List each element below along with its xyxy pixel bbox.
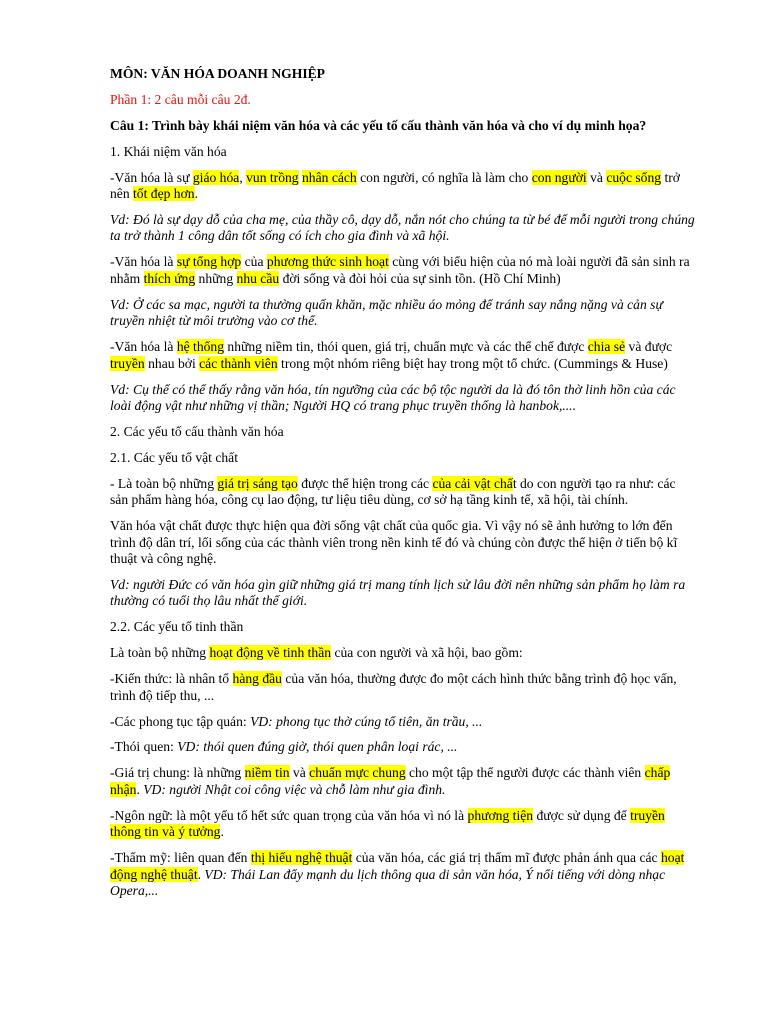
highlight: hoạt động về tinh thần — [209, 645, 332, 661]
text-run: Là toàn bộ những — [110, 645, 210, 661]
text-run: nhau bởi — [144, 355, 200, 371]
paragraph-spiritual-intro — [110, 645, 695, 662]
text-run: cùng với biểu hiện của nó mà loài người đã sản sinh ra nhằm — [110, 254, 690, 286]
example-3: Vd: Cụ thể có thể thấy rằng văn hóa, tín ngưỡng của các bộ tộc người da là đó tôn thờ linh hồn của các loài động vật như những vị thần; Người HQ có trang phục truyền thống là hanbok,.... — [110, 381, 676, 414]
item-shared-values — [110, 765, 695, 798]
text-run: - Là toàn bộ những — [110, 475, 218, 491]
example-inline: VD: Thái Lan đẩy mạnh du lịch thông qua di sản văn hóa, Ý nổi tiếng với dòng nhạc Opera,... — [110, 866, 666, 899]
text-run: -Văn hóa là — [110, 254, 177, 270]
highlight: truyền thông tin và ý tưởng — [110, 807, 665, 840]
text-run: . — [220, 824, 224, 840]
highlight: nhân cách — [302, 169, 357, 185]
text-run: -Thẩm mỹ: liên quan đến — [110, 850, 251, 866]
paragraph-definition-2 — [110, 254, 695, 287]
text-run: t do con người tạo ra như: các sản phẩm hàng hóa, công cụ lao động, tư liệu tiêu dùng, cơ sở hạ tầng kinh tế, xã hội, tài chính. — [110, 475, 676, 508]
highlight: hệ thống — [176, 339, 225, 355]
text-run: -Các phong tục tập quán: — [110, 713, 251, 729]
highlight: phương thức sinh hoạt — [266, 254, 389, 270]
example-4: Vd: người Đức có văn hóa gìn giữ những giá trị mang tính lịch sử lâu đời nên những sản phẩm họ làm ra thường có tuổi thọ lâu nhất thế giới. — [110, 576, 686, 609]
text-run: , — [239, 169, 247, 185]
text-run: -Thói quen: — [110, 739, 178, 755]
highlight: thị hiếu nghệ thuật — [250, 850, 353, 866]
highlight: giá trị sáng tạo — [217, 475, 298, 491]
text-run: -Ngôn ngữ: là một yếu tố hết sức quan trọng của văn hóa vì nó là — [110, 807, 468, 823]
section-heading: Phần 1: 2 câu mỗi câu 2đ. — [110, 91, 251, 107]
text-run: . — [197, 866, 205, 882]
text-run: của — [241, 254, 267, 270]
text-run: trong một nhóm riêng biệt hay trong một tổ chức. (Cummings & Huse) — [277, 355, 668, 371]
highlight: sự tổng hợp — [176, 254, 242, 270]
paragraph-definition-3 — [110, 339, 695, 372]
example-inline: VD: thói quen đúng giờ, thói quen phân loại rác, ... — [177, 739, 458, 755]
highlight: thích ứng — [143, 270, 196, 286]
highlight: chấp nhận — [110, 765, 671, 797]
example-1: Vd: Đó là sự dạy dỗ của cha mẹ, của thầy cô, dạy dỗ, nắn nót cho chúng ta từ bé để mỗi người trong chúng ta trở thành 1 công dân tốt sống có ích cho gia đình và xã hội. — [110, 211, 695, 244]
example-2: Vd: Ở các sa mạc, người ta thường quấn khăn, mặc nhiều áo mỏng để tránh say nắng nặng và cản sự truyền nhiệt từ môi trường vào cơ thể. — [110, 296, 663, 329]
text-run: cho một tập thể người được các thành viên — [405, 765, 645, 781]
paragraph-definition-1 — [110, 170, 695, 203]
text-run: được sử dụng để — [533, 807, 631, 823]
highlight: nhu cầu — [236, 270, 280, 286]
highlight: chuẩn mực chung — [309, 765, 406, 781]
text-run: của con người và xã hội, bao gồm: — [331, 645, 523, 661]
highlight: phương tiện — [467, 807, 534, 823]
heading-material: 2.1. Các yếu tố vật chất — [110, 449, 238, 465]
text-run: . — [136, 781, 144, 797]
text-run: những — [195, 270, 237, 286]
highlight: hoạt động nghệ thuật — [110, 850, 685, 882]
paragraph-material-2: Văn hóa vật chất được thực hiện qua đời sống vật chất của quốc gia. Vì vậy nó sẽ ảnh hưởng to lớn đến trình độ dân trí, lối sống của các thành viên trong nền kinh tế đó và chúng còn được thể hiện ở tiến bộ kĩ thuật và công nghệ. — [110, 518, 678, 567]
highlight: vun trồng — [246, 169, 299, 185]
highlight: chia sẻ — [587, 339, 626, 355]
highlight: truyền — [110, 355, 145, 371]
text-run: của văn hóa, thường được đo một cách hình thức bằng trình độ học vấn, trình độ tiếp thu, ... — [110, 671, 677, 703]
text-run: -Giá trị chung: là những — [110, 765, 245, 781]
document-title: MÔN: VĂN HÓA DOANH NGHIỆP — [110, 66, 325, 81]
paragraph-material-1 — [110, 476, 695, 509]
text-run: . — [194, 186, 198, 202]
text-run: của văn hóa, các giá trị thẩm mĩ được phản ánh qua các — [352, 850, 661, 866]
highlight: cuộc sống — [606, 169, 662, 185]
heading-spiritual: 2.2. Các yếu tố tinh thần — [110, 619, 244, 635]
text-run: -Văn hóa là — [110, 339, 177, 355]
heading-components: 2. Các yếu tố cấu thành văn hóa — [110, 423, 284, 439]
highlight: hàng đầu — [232, 671, 282, 687]
highlight: niềm tin — [244, 765, 290, 781]
item-language — [110, 808, 695, 841]
example-inline: VD: phong tục thờ cúng tổ tiên, ăn trầu, ... — [250, 713, 483, 729]
text-run: trở nên — [110, 169, 680, 202]
item-knowledge — [110, 671, 695, 704]
highlight: con người — [531, 169, 587, 185]
text-run: và — [586, 169, 607, 185]
example-inline: VD: người Nhật coi công việc và chỗ làm như gia đình. — [143, 781, 446, 797]
heading-concept: 1. Khái niệm văn hóa — [110, 143, 227, 159]
text-run: -Kiến thức: là nhân tố — [110, 671, 233, 687]
document-page — [110, 66, 695, 909]
text-run: đời sống và đòi hỏi của sự sinh tồn. (Hồ Chí Minh) — [279, 270, 561, 286]
highlight: giáo hóa — [192, 169, 240, 185]
text-run: -Văn hóa là sự — [110, 169, 193, 185]
question-heading: Câu 1: Trình bày khái niệm văn hóa và các yếu tố cấu thành văn hóa và cho ví dụ minh họa? — [110, 117, 647, 133]
text-run: và được — [625, 339, 673, 355]
item-habits — [110, 739, 695, 756]
highlight: các thành viên — [199, 355, 278, 371]
text-run: và — [289, 765, 310, 781]
highlight: tốt đẹp hơn — [133, 186, 195, 202]
text-run: những niềm tin, thói quen, giá trị, chuẩn mực và các thể chế được — [224, 339, 588, 355]
text-run: con người, có nghĩa là làm cho — [356, 169, 532, 185]
highlight: của cải vật chấ — [432, 475, 513, 491]
item-aesthetics — [110, 850, 695, 900]
item-customs — [110, 714, 695, 731]
text-run: được thể hiện trong các — [297, 475, 433, 491]
